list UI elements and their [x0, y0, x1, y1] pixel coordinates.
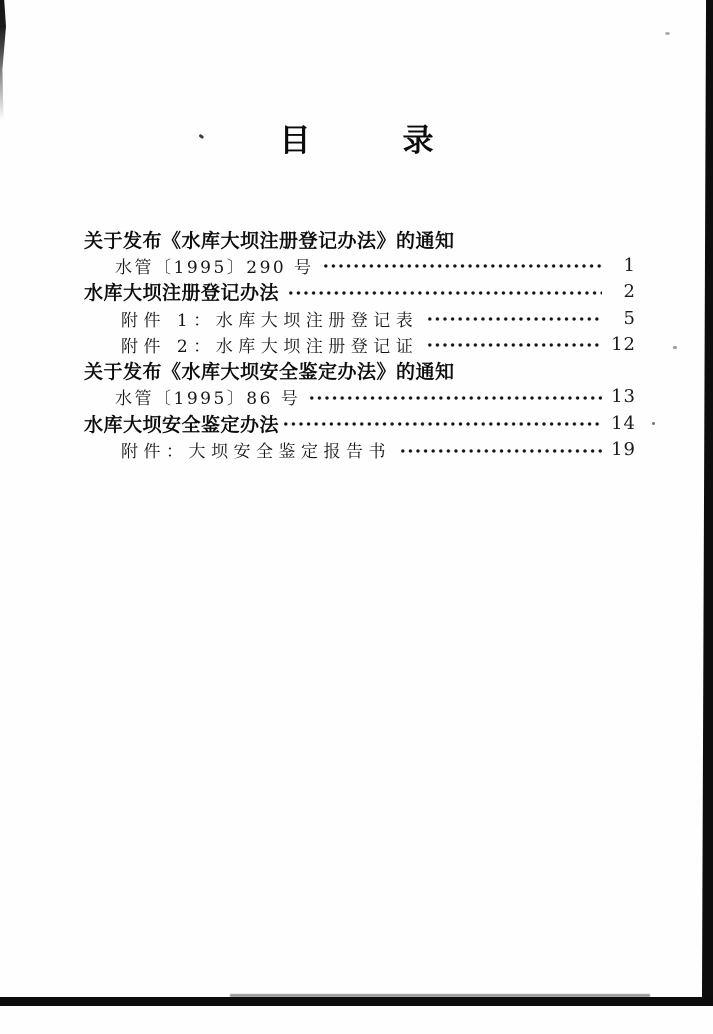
title-char-right: 录	[402, 123, 434, 159]
toc-entry-label: 水库大坝安全鉴定办法	[84, 413, 280, 436]
toc-row-notice-registration	[84, 226, 636, 252]
toc-page-number: 2	[623, 281, 636, 303]
page-title	[0, 123, 713, 159]
toc-entry-label: 附件 1：水库大坝注册登记表	[121, 310, 419, 331]
dotted-leader	[321, 257, 602, 275]
toc-entry-label: 附件 2：水库大坝注册登记证	[121, 336, 419, 357]
toc-page-number: 1	[623, 254, 636, 276]
scan-artifact-left-smudge	[0, 0, 6, 120]
toc-row-shuiguan-290	[84, 252, 636, 278]
toc-row-attachment-2	[84, 331, 636, 357]
dotted-leader	[281, 415, 602, 433]
toc-page-number: 13	[611, 386, 636, 408]
scan-artifact-speck	[665, 32, 670, 35]
toc-entry-label: 水库大坝注册登记办法	[84, 282, 280, 305]
toc-entry-label: 关于发布《水库大坝注册登记办法》的通知	[84, 229, 455, 252]
toc-row-attachment-report	[84, 436, 636, 462]
toc-list	[84, 226, 636, 463]
toc-entry-label: 附件：大坝安全鉴定报告书	[121, 442, 391, 463]
toc-entry-label: 水管〔1995〕86 号	[115, 389, 301, 410]
toc-entry-label: 关于发布《水库大坝安全鉴定办法》的通知	[84, 361, 455, 384]
dotted-leader	[307, 389, 602, 407]
toc-row-notice-safety	[84, 357, 636, 383]
toc-page-number: 19	[611, 439, 636, 461]
toc-row-registration-measures	[84, 279, 636, 305]
toc-entry-label: 水管〔1995〕290 号	[115, 257, 314, 278]
scan-artifact-speck	[652, 422, 655, 425]
toc-page-number: 14	[611, 412, 636, 434]
title-char-left: 目	[279, 123, 311, 159]
toc-row-safety-measures	[84, 410, 636, 436]
dotted-leader	[286, 284, 602, 302]
dotted-leader	[425, 336, 602, 354]
dotted-leader	[425, 310, 602, 328]
scan-artifact-bottom-bar	[0, 997, 713, 1006]
toc-page-number: 5	[623, 307, 636, 329]
scan-artifact-speck	[673, 346, 677, 349]
toc-row-shuiguan-86	[84, 384, 636, 410]
toc-page-number: 12	[611, 333, 636, 355]
dotted-leader	[398, 442, 602, 460]
toc-row-attachment-1	[84, 305, 636, 331]
